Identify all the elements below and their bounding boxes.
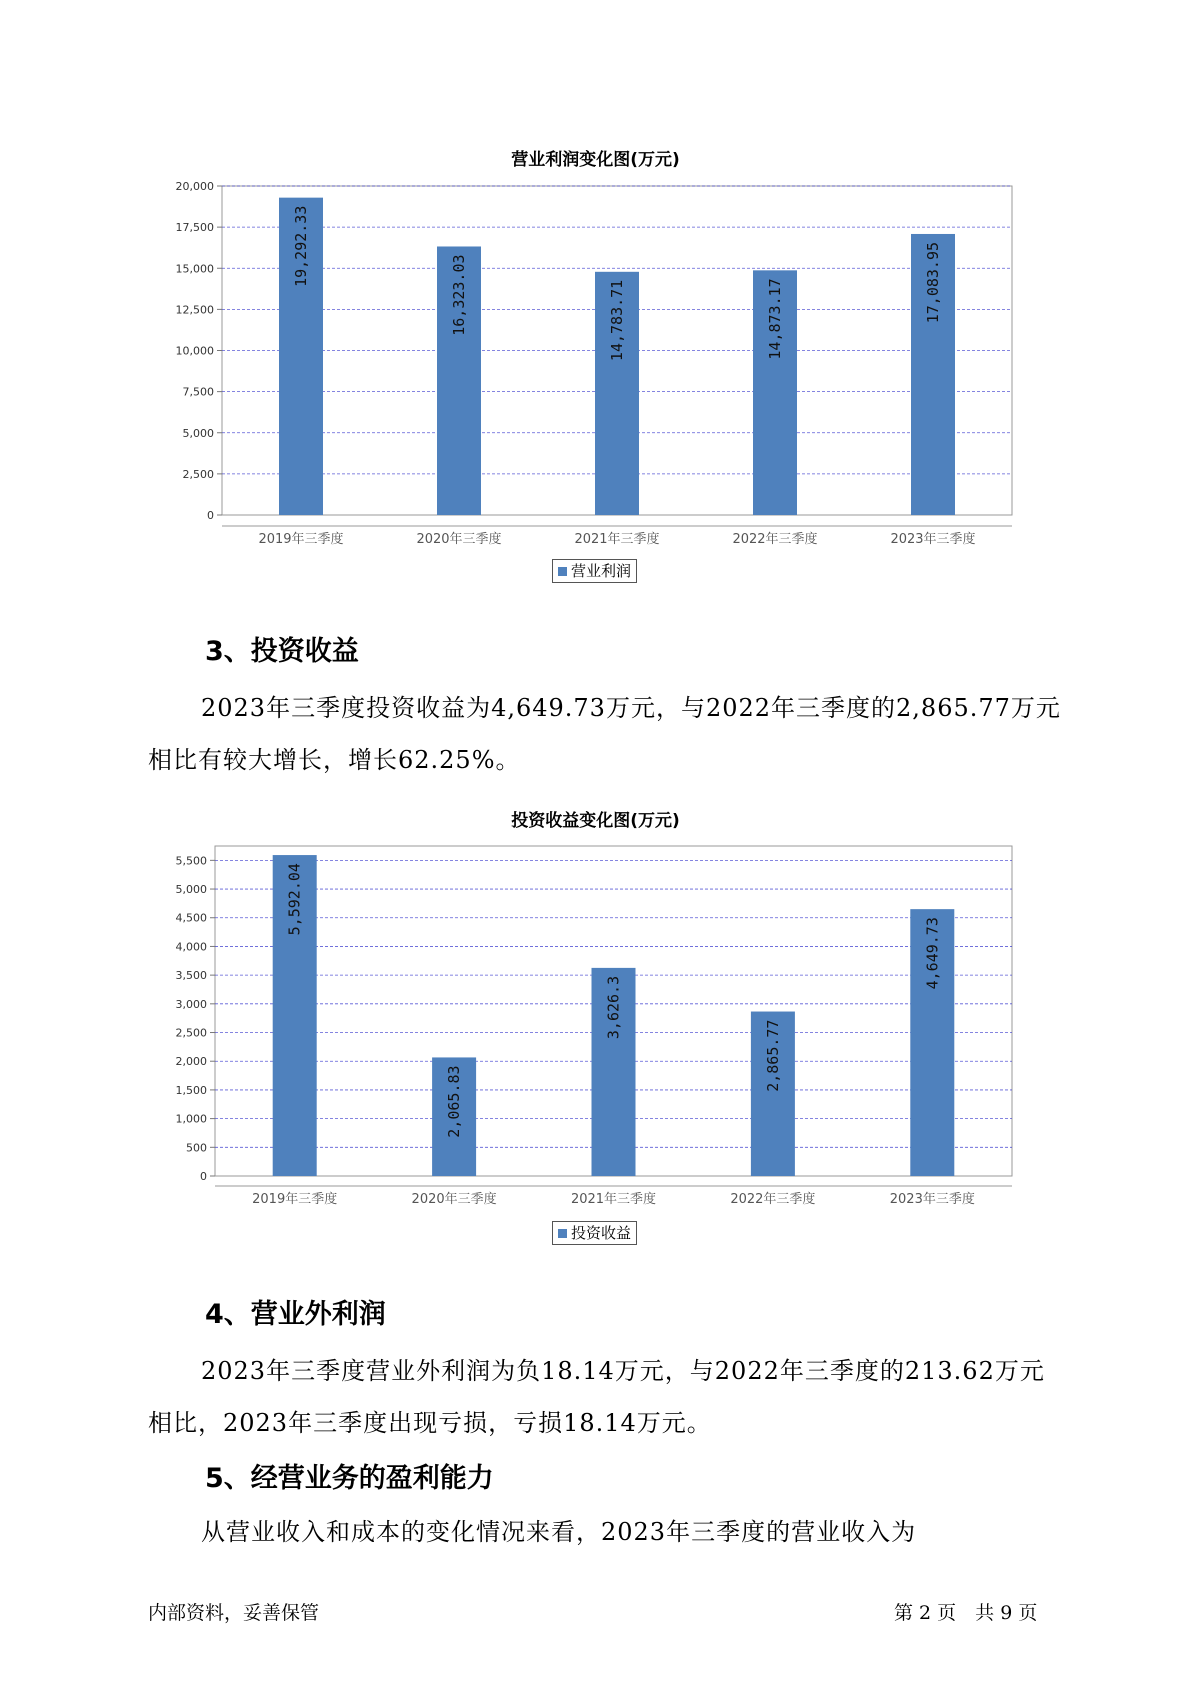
y-tick-label: 5,000 xyxy=(182,426,214,440)
legend-swatch xyxy=(558,1229,567,1238)
y-tick-label: 20,000 xyxy=(175,180,214,193)
y-tick-label: 4,500 xyxy=(175,911,207,925)
y-tick-label: 500 xyxy=(186,1141,207,1155)
legend-label: 投资收益 xyxy=(571,1224,632,1242)
x-tick-label: 2019年三季度 xyxy=(252,1192,338,1207)
x-tick-label: 2023年三季度 xyxy=(889,1192,975,1207)
x-tick-label: 2020年三季度 xyxy=(416,532,502,547)
x-tick-label: 2022年三季度 xyxy=(730,1192,816,1207)
y-tick-label: 2,500 xyxy=(175,1026,207,1040)
data-label: 3,626.3 xyxy=(604,975,623,1040)
chart-legend xyxy=(552,1221,637,1245)
x-tick-label: 2020年三季度 xyxy=(411,1192,497,1207)
data-label: 14,873.17 xyxy=(766,278,784,360)
section-paragraph-profitability xyxy=(148,1506,1068,1558)
y-tick-label: 12,500 xyxy=(175,303,214,317)
y-tick-label: 17,500 xyxy=(175,221,214,235)
x-tick-label: 2021年三季度 xyxy=(574,532,660,547)
section-heading-non-operating-profit: 4、营业外利润 xyxy=(205,1299,386,1330)
chart-title: 投资收益变化图(万元) xyxy=(511,811,680,831)
y-tick-label: 0 xyxy=(207,509,214,522)
y-tick-label: 7,500 xyxy=(182,385,214,399)
paragraph-text: 2023年三季度营业外利润为负18.14万元，与2022年三季度的213.62万元相比，2023年三季度出现亏损，亏损18.14万元。 xyxy=(148,1357,1045,1437)
data-label: 16,323.03 xyxy=(450,254,468,336)
data-label: 4,649.73 xyxy=(923,917,942,990)
y-tick-label: 3,000 xyxy=(175,997,207,1011)
x-tick-label: 2023年三季度 xyxy=(890,532,976,547)
y-tick-label: 10,000 xyxy=(175,344,214,358)
data-label: 17,083.95 xyxy=(924,241,942,324)
y-tick-label: 3,500 xyxy=(175,969,207,983)
y-tick-label: 5,500 xyxy=(175,854,207,868)
y-tick-label: 15,000 xyxy=(175,262,214,276)
y-tick-label: 1,000 xyxy=(175,1112,207,1126)
section-heading-profitability: 5、经营业务的盈利能力 xyxy=(205,1463,494,1494)
y-tick-label: 0 xyxy=(200,1170,207,1183)
footer-left: 内部资料，妥善保管 xyxy=(148,1602,320,1624)
footer-right: 第 2 页 共 9 页 xyxy=(894,1602,1038,1624)
paragraph-text: 2023年三季度投资收益为4,649.73万元，与2022年三季度的2,865.77万元相比有较大增长，增长62.25%。 xyxy=(148,694,1061,774)
y-tick-label: 5,000 xyxy=(175,883,207,897)
chart-title: 营业利润变化图(万元) xyxy=(511,150,680,170)
section-heading-investment-income: 3、投资收益 xyxy=(205,636,359,667)
data-label: 19,292.33 xyxy=(292,205,310,287)
x-tick-label: 2019年三季度 xyxy=(258,532,344,547)
paragraph-text: 从营业收入和成本的变化情况来看，2023年三季度的营业收入为 xyxy=(201,1518,917,1546)
data-label: 2,065.83 xyxy=(445,1065,464,1138)
section-paragraph-non-operating-profit xyxy=(148,1345,1068,1449)
data-label: 5,592.04 xyxy=(285,863,304,936)
y-tick-label: 1,500 xyxy=(175,1083,207,1097)
y-tick-label: 2,000 xyxy=(175,1055,207,1069)
legend-label: 营业利润 xyxy=(571,562,632,580)
data-label: 2,865.77 xyxy=(763,1019,782,1092)
y-tick-label: 4,000 xyxy=(175,940,207,954)
y-tick-label: 2,500 xyxy=(182,467,214,481)
x-tick-label: 2022年三季度 xyxy=(732,532,818,547)
data-label: 14,783.71 xyxy=(608,279,626,362)
x-tick-label: 2021年三季度 xyxy=(570,1192,657,1207)
